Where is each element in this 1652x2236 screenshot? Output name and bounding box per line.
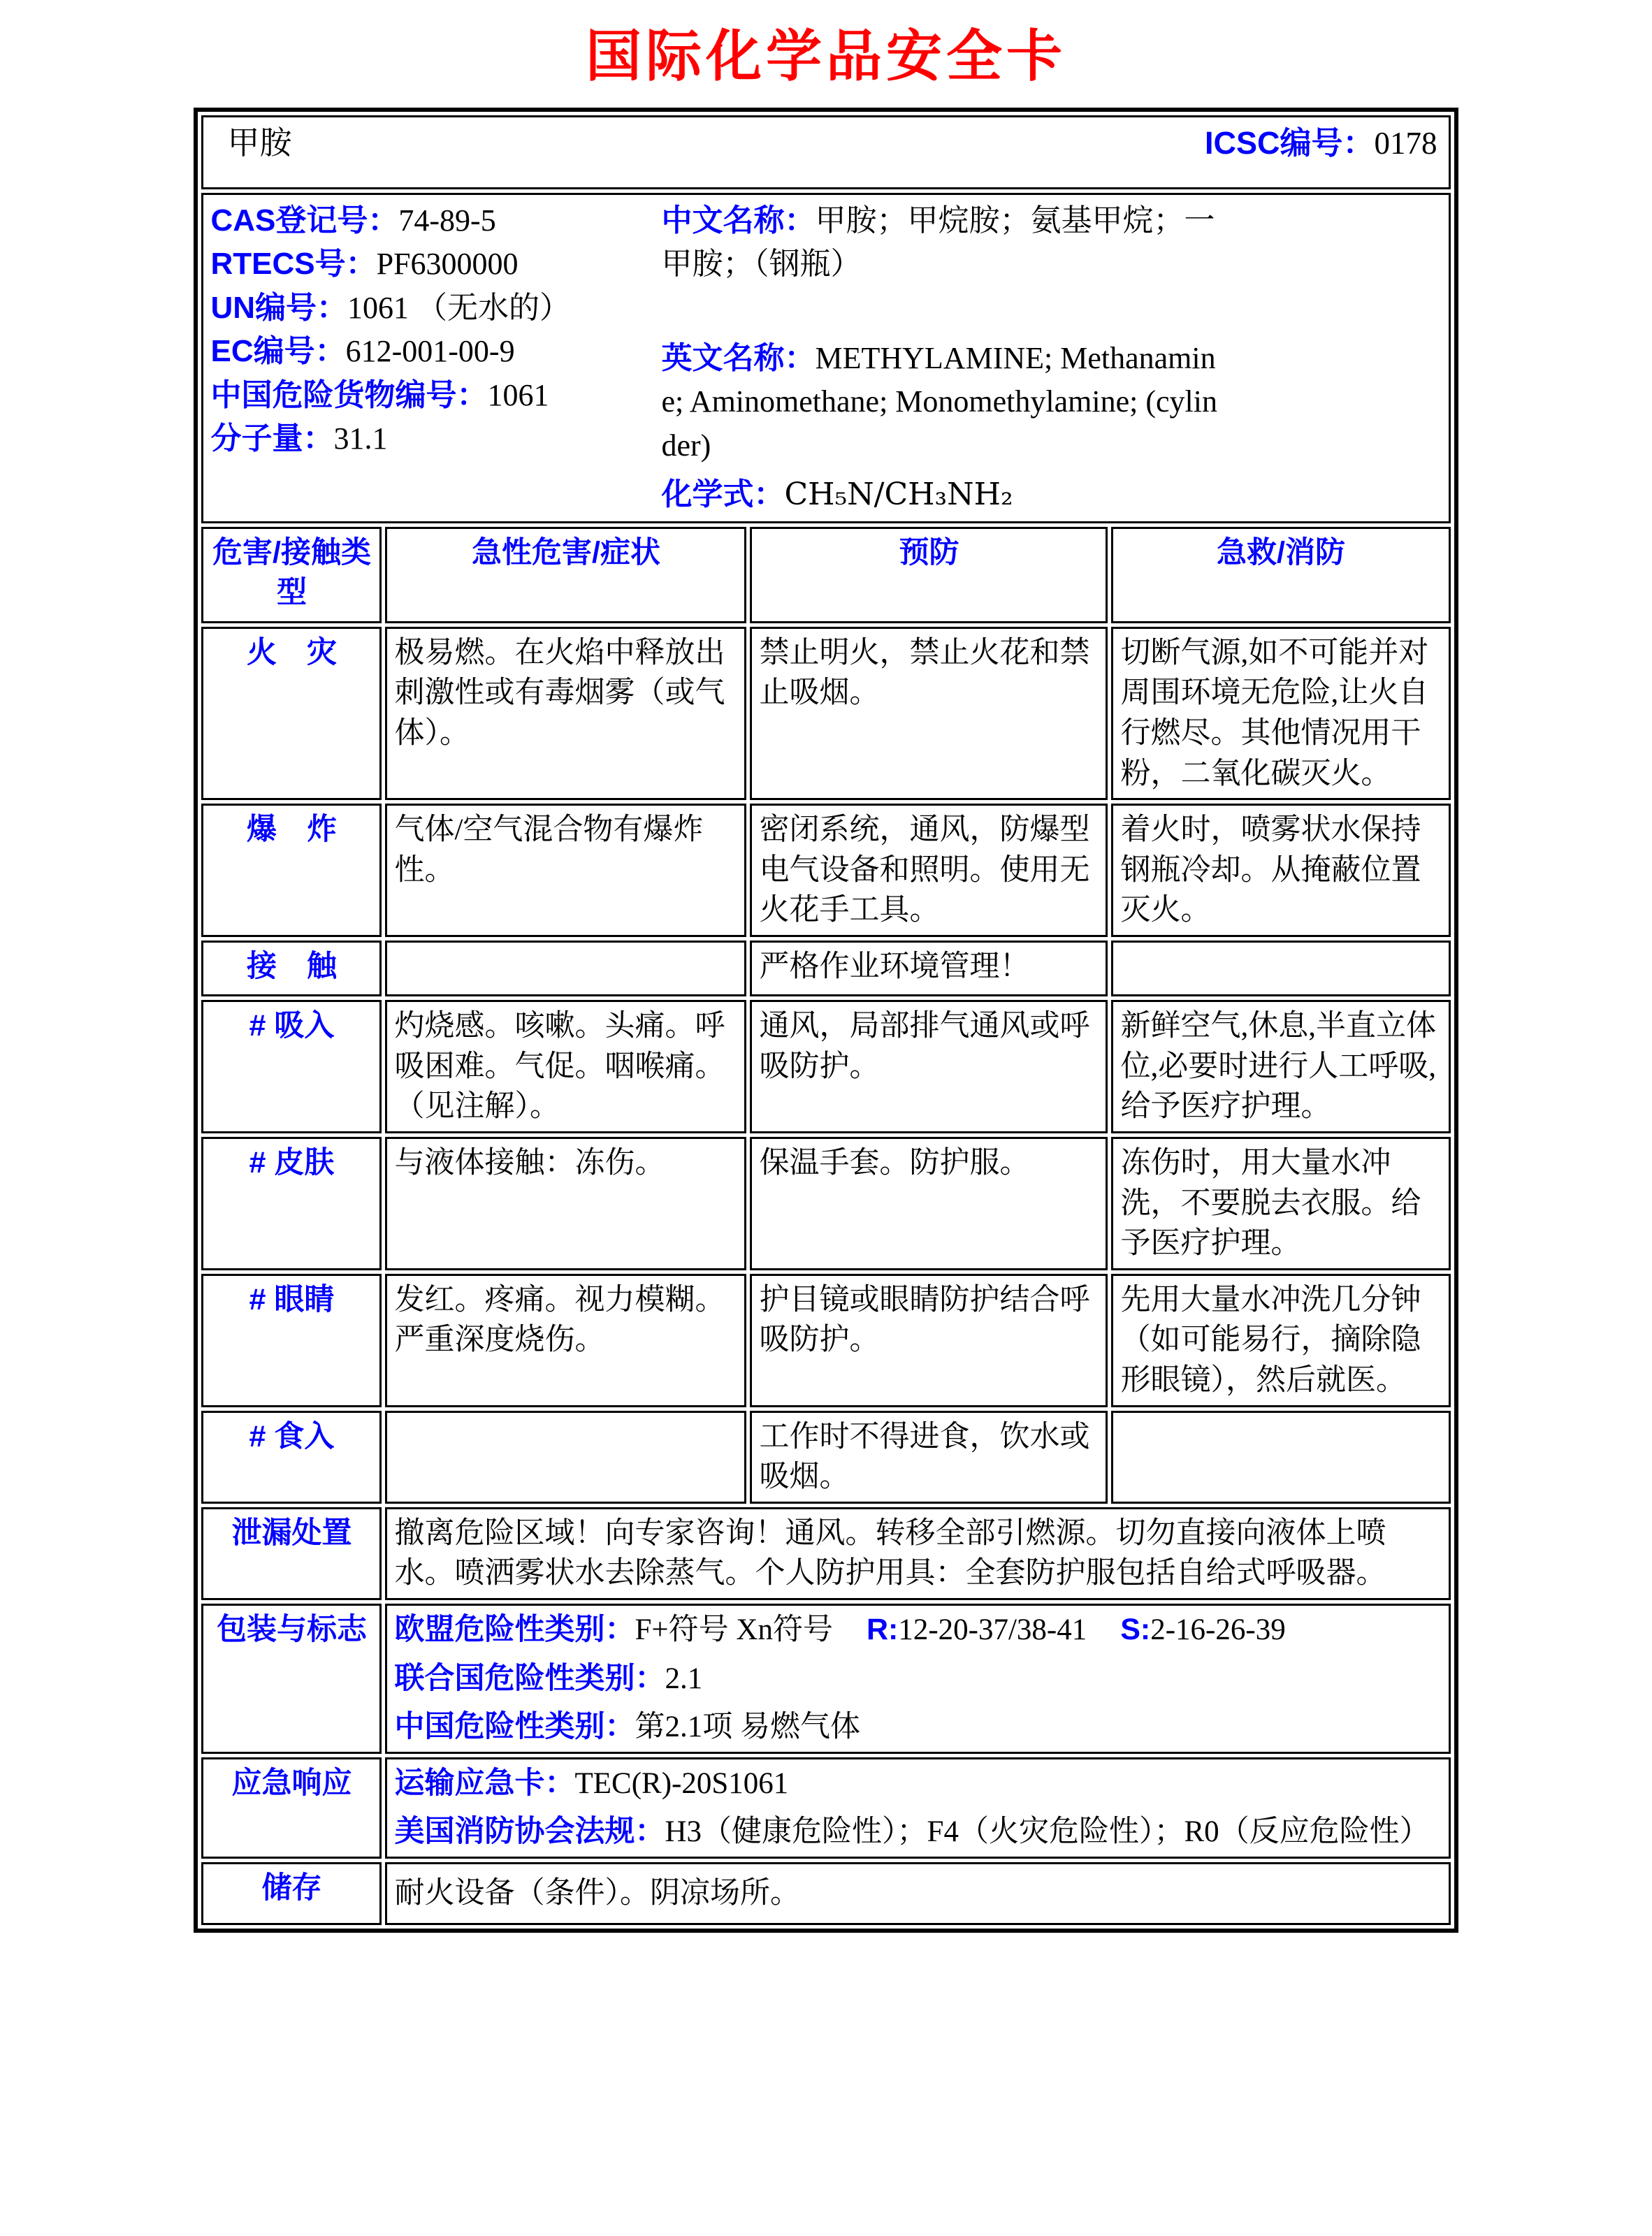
transport-card-label: 运输应急卡： [394, 1766, 575, 1800]
page-title: 国际化学品安全卡 [586, 23, 1066, 89]
explosion-symptoms: 气体/空气混合物有爆炸性。 [385, 804, 746, 937]
un-class-value: 2.1 [665, 1662, 703, 1695]
english-name-value: METHYLAMINE; Methanamine; Aminomethane; Monomethylamine; (cylinder) [661, 340, 1217, 463]
hazard-row-eyes [201, 1274, 1450, 1407]
header-prevention: 预防 [750, 527, 1108, 623]
exposure-label: 接 触 [201, 941, 382, 996]
explosion-prevention: 密闭系统，通风，防爆型电气设备和照明。使用无火花手工具。 [750, 804, 1108, 937]
transport-card-line [394, 1764, 1441, 1804]
cas-number-line [210, 199, 661, 242]
identification-names [661, 199, 1227, 517]
exposure-response [1111, 941, 1450, 996]
name-row [201, 115, 1450, 189]
china-classification-line [394, 1707, 1441, 1748]
rtecs-number-line [210, 242, 661, 286]
explosion-response: 着火时，喷雾状水保持钢瓶冷却。从掩蔽位置灭火。 [1111, 804, 1450, 937]
skin-response: 冻伤时，用大量水冲洗，不要脱去衣服。给予医疗护理。 [1111, 1137, 1450, 1270]
hazard-row-fire [201, 627, 1450, 800]
hazard-row-ingestion [201, 1411, 1450, 1504]
cas-value: 74-89-5 [398, 203, 496, 238]
safety-card-table [194, 108, 1458, 1933]
hazard-row-skin [201, 1137, 1450, 1270]
fire-response: 切断气源,如不可能并对周围环境无危险,让火自行燃尽。其他情况用干粉，二氧化碳灭火。 [1111, 627, 1450, 800]
un-number-line [210, 286, 661, 330]
packaging-label: 包装与标志 [201, 1604, 382, 1754]
fire-prevention: 禁止明火，禁止火花和禁止吸烟。 [750, 627, 1108, 800]
emergency-content [385, 1757, 1450, 1859]
eu-classification-line [394, 1610, 1441, 1650]
eyes-symptoms: 发红。疼痛。视力模糊。严重深度烧伤。 [385, 1274, 746, 1407]
explosion-label: 爆 炸 [201, 804, 382, 937]
ec-number-line [210, 330, 661, 373]
un-value: 1061 （无水的） [347, 290, 571, 325]
header-response: 急救/消防 [1111, 527, 1450, 623]
china-dg-label: 中国危险货物编号： [210, 377, 488, 412]
rtecs-label: RTECS号： [210, 247, 377, 282]
spill-label: 泄漏处置 [201, 1507, 382, 1600]
chemical-name: 甲胺 [227, 125, 292, 161]
un-classification-line [394, 1659, 1441, 1699]
english-name-label: 英文名称： [661, 340, 816, 375]
cas-label: CAS登记号： [210, 203, 399, 238]
icsc-number: 0178 [1374, 125, 1437, 161]
identification-cell [201, 193, 1450, 523]
ingestion-label: # 食入 [201, 1411, 382, 1504]
ingestion-prevention: 工作时不得进食，饮水或吸烟。 [750, 1411, 1108, 1504]
hazard-row-exposure [201, 941, 1450, 996]
inhalation-response: 新鲜空气,休息,半直立体位,必要时进行人工呼吸,给予医疗护理。 [1111, 1000, 1450, 1133]
transport-card-value: TEC(R)-20S1061 [574, 1766, 789, 1800]
nfpa-label: 美国消防协会法规： [394, 1815, 665, 1849]
rtecs-value: PF6300000 [376, 247, 519, 282]
molecular-weight-label: 分子量： [210, 421, 334, 456]
skin-symptoms: 与液体接触：冻伤。 [385, 1137, 746, 1270]
hazard-row-inhalation [201, 1000, 1450, 1133]
un-label: UN编号： [210, 290, 348, 325]
name-row-cell [201, 115, 1450, 189]
formula-line [661, 473, 1227, 516]
icsc-number-field [1205, 122, 1442, 164]
chinese-names-line [661, 199, 1227, 286]
identification-row [201, 193, 1450, 523]
packaging-row [201, 1604, 1450, 1754]
ingestion-response [1111, 1411, 1450, 1504]
english-names-line [661, 337, 1227, 467]
icsc-label: ICSC编号： [1204, 124, 1375, 161]
spill-row [201, 1507, 1450, 1600]
china-dg-value: 1061 [487, 377, 549, 412]
ec-label: EC编号： [210, 334, 346, 369]
formula-value: CH₅N/CH₃NH₂ [784, 477, 1013, 513]
s-phrases-value: 2-16-26-39 [1150, 1613, 1286, 1646]
chinese-name-value: 甲胺；甲烷胺；氨基甲烷；一甲胺；（钢瓶） [661, 203, 1215, 282]
header-symptoms: 急性危害/症状 [385, 527, 746, 623]
emergency-row [201, 1757, 1450, 1859]
inhalation-label: # 吸入 [201, 1000, 382, 1133]
skin-label: # 皮肤 [201, 1137, 382, 1270]
hazard-row-explosion [201, 804, 1450, 937]
ingestion-symptoms [385, 1411, 746, 1504]
inhalation-prevention: 通风，局部排气通风或呼吸防护。 [750, 1000, 1108, 1133]
header-hazard-type: 危害/接触类型 [201, 527, 382, 623]
identification-numbers [210, 199, 661, 517]
eu-class-label: 欧盟危险性类别： [394, 1613, 635, 1646]
spill-text: 撤离危险区域！向专家咨询！通风。转移全部引燃源。切勿直接向液体上喷水。喷洒雾状水去除蒸气。个人防护用具：全套防护服包括自给式呼吸器。 [385, 1507, 1450, 1600]
china-class-value: 第2.1项 易燃气体 [635, 1711, 860, 1744]
inhalation-symptoms: 灼烧感。咳嗽。头痛。呼吸困难。气促。咽喉痛。（见注解）。 [385, 1000, 746, 1133]
un-class-label: 联合国危险性类别： [394, 1661, 665, 1695]
storage-text: 耐火设备（条件）。阴凉场所。 [385, 1862, 1450, 1925]
china-dg-number-line [210, 374, 661, 417]
formula-label: 化学式： [661, 477, 785, 512]
storage-label: 储存 [201, 1862, 382, 1925]
eyes-label: # 眼睛 [201, 1274, 382, 1407]
r-phrases-value: 12-20-37/38-41 [898, 1613, 1087, 1646]
storage-row [201, 1862, 1450, 1925]
fire-symptoms: 极易燃。在火焰中释放出刺激性或有毒烟雾（或气体）。 [385, 627, 746, 800]
molecular-weight-line [210, 417, 661, 460]
nfpa-line [394, 1812, 1441, 1852]
ec-value: 612-001-00-9 [345, 334, 515, 369]
chinese-name-label: 中文名称： [661, 203, 816, 238]
exposure-symptoms [385, 941, 746, 996]
s-phrases-label: S: [1120, 1613, 1151, 1646]
skin-prevention: 保温手套。防护服。 [750, 1137, 1108, 1270]
hazard-header-row [201, 527, 1450, 623]
emergency-label: 应急响应 [201, 1757, 382, 1859]
packaging-content [385, 1604, 1450, 1754]
exposure-prevention: 严格作业环境管理！ [750, 941, 1108, 996]
molecular-weight-value: 31.1 [333, 421, 388, 456]
eyes-response: 先用大量水冲洗几分钟（如可能易行，摘除隐形眼镜），然后就医。 [1111, 1274, 1450, 1407]
eu-symbols: F+符号 Xn符号 [635, 1613, 833, 1646]
fire-label: 火 灾 [201, 627, 382, 800]
nfpa-value: H3（健康危险性）；F4（火灾危险性）；R0（反应危险性） [665, 1815, 1430, 1849]
eyes-prevention: 护目镜或眼睛防护结合呼吸防护。 [750, 1274, 1108, 1407]
r-phrases-label: R: [866, 1613, 899, 1646]
china-class-label: 中国危险性类别： [394, 1710, 635, 1744]
